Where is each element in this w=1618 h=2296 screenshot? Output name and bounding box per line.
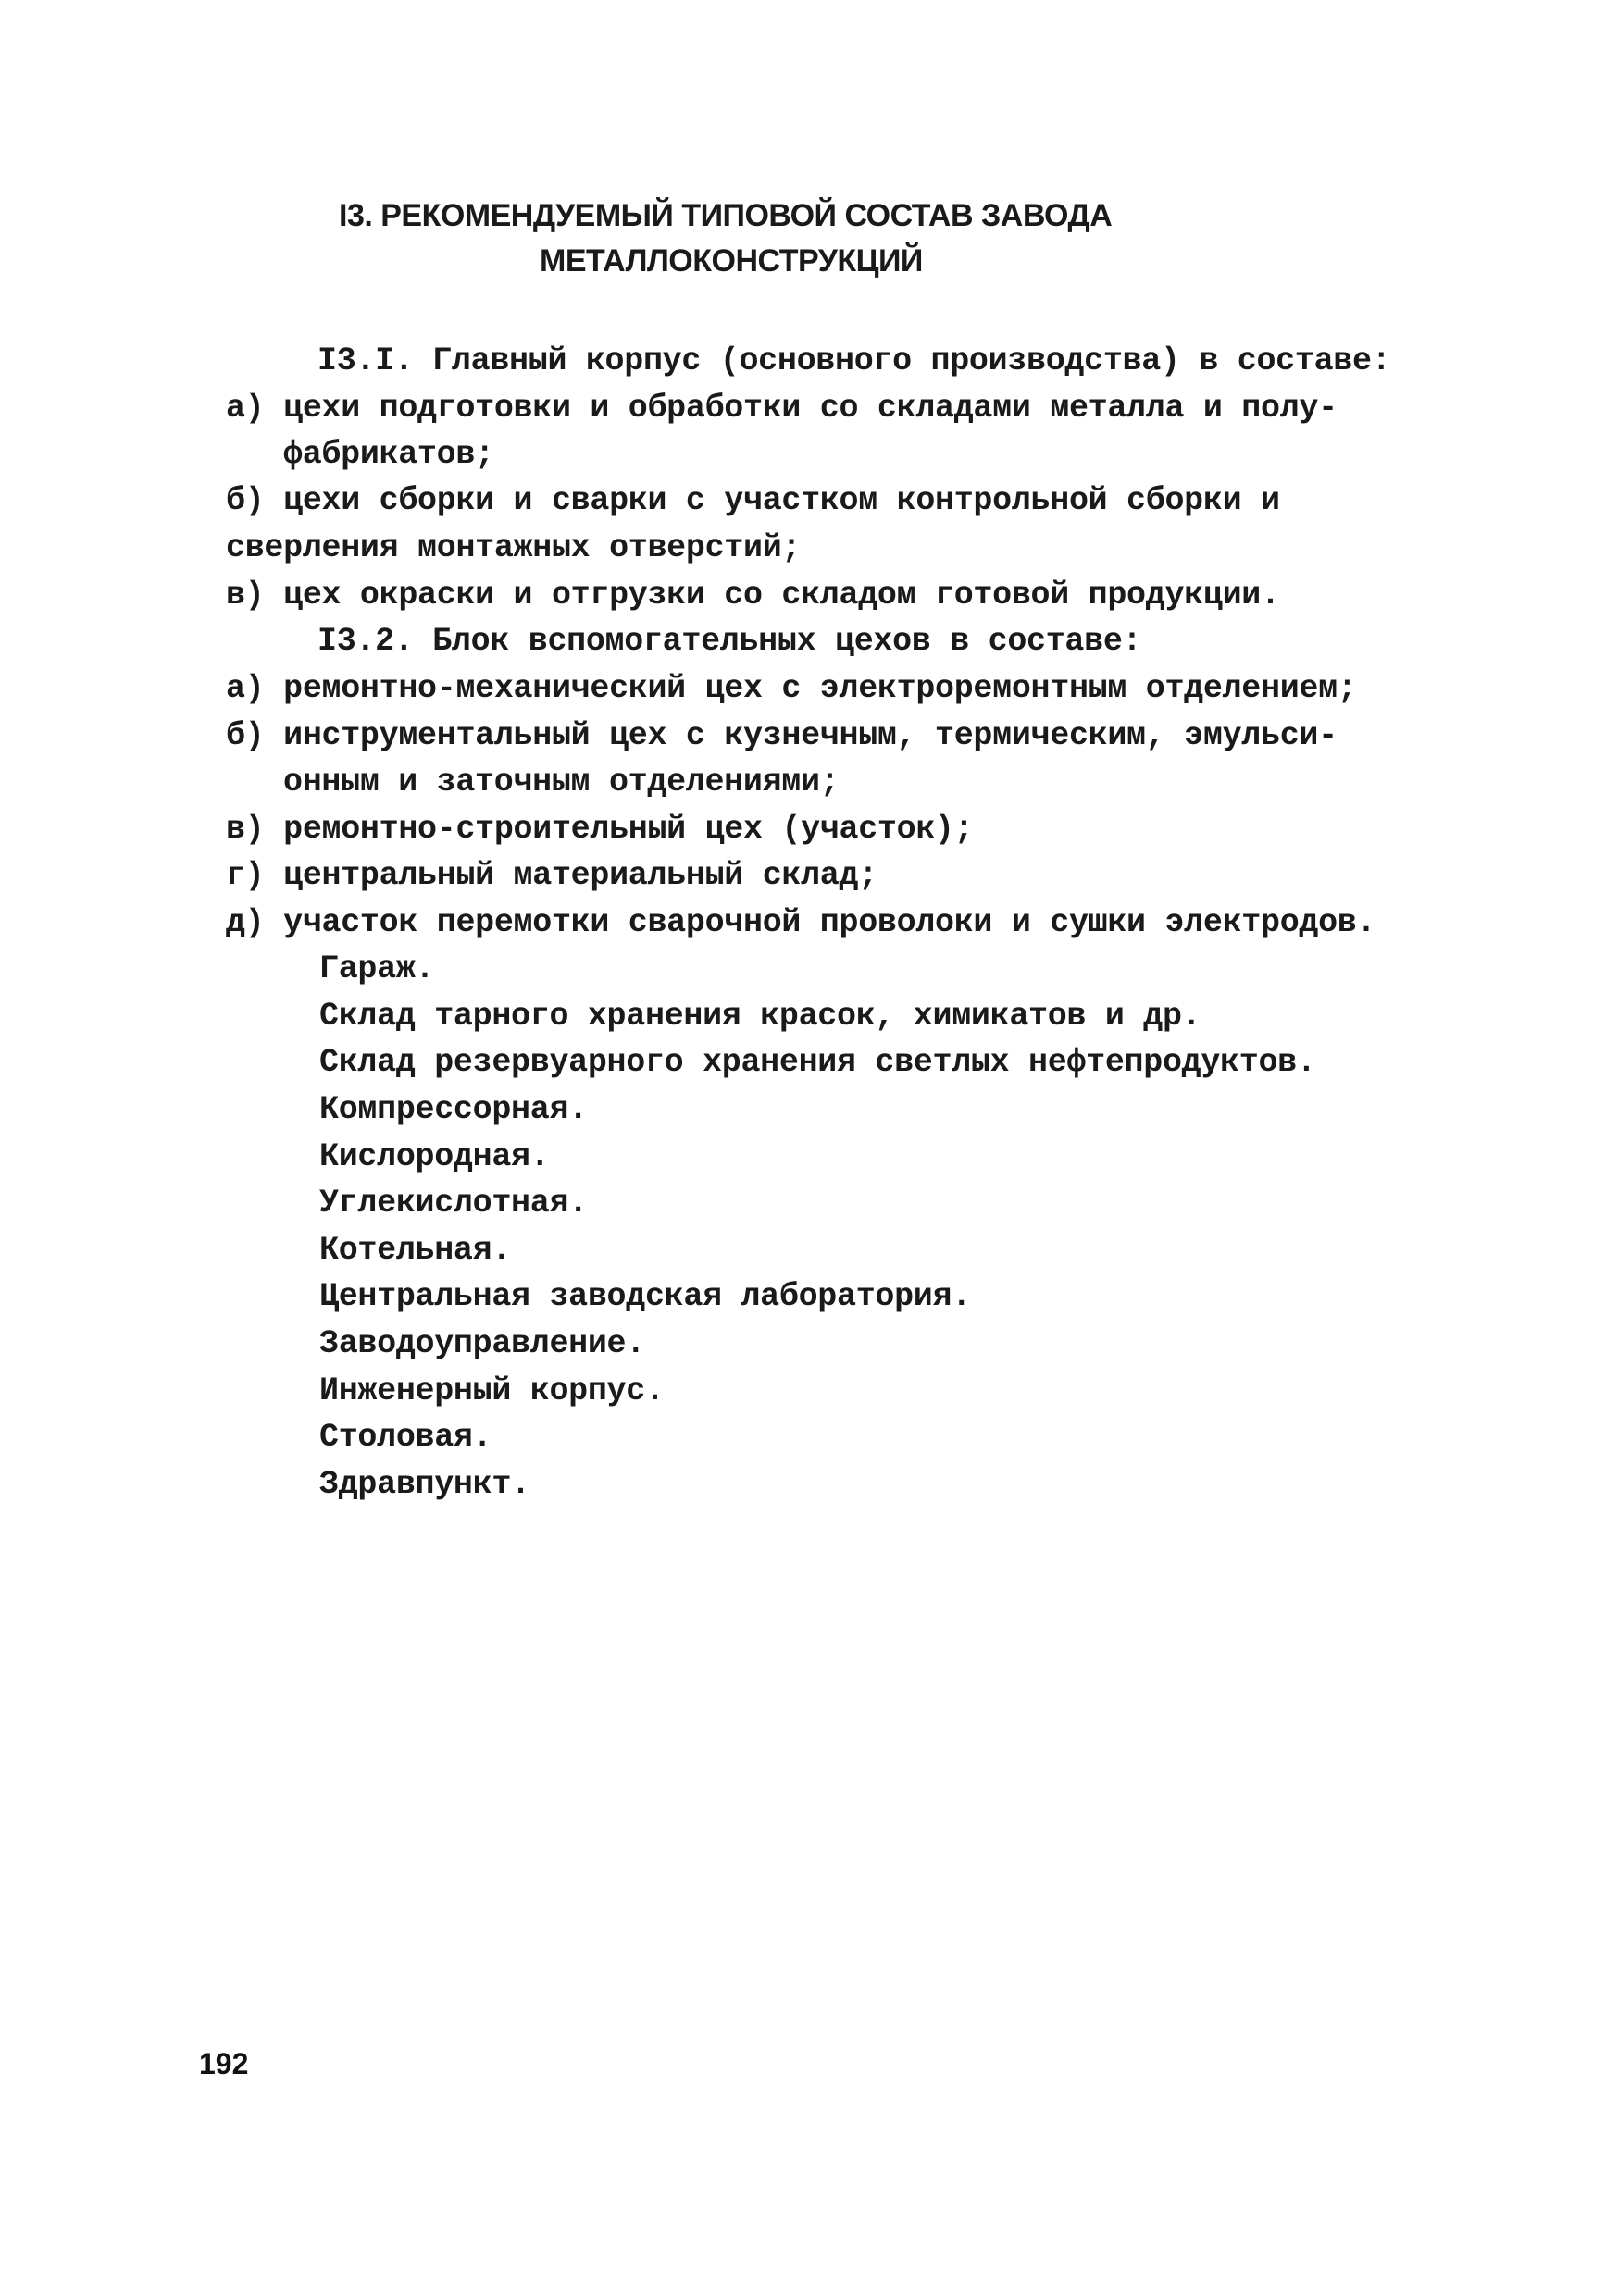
list-item: а) ремонтно-механический цех с электроремонтным отделением;: [226, 670, 1357, 707]
section-heading-line-2: МЕТАЛЛОКОНСТРУКЦИЙ: [540, 243, 923, 279]
list-item: а) цехи подготовки и обработки со складами металла и полу-: [226, 390, 1338, 427]
list-item: в) цех окраски и отгрузки со складом готовой продукции.: [226, 577, 1280, 614]
list-item: б) цехи сборки и сварки с участком контрольной сборки и: [226, 482, 1280, 519]
page-number: 192: [199, 2047, 249, 2080]
section-2-intro: I3.2. Блок вспомогательных цехов в составе:: [317, 623, 1142, 660]
list-item: онным и заточным отделениями;: [283, 763, 840, 800]
facility-item: Компрессорная.: [319, 1091, 588, 1128]
facility-item: Здравпункт.: [319, 1466, 530, 1503]
facility-item: Гараж.: [319, 950, 435, 987]
section-1-intro: I3.I. Главный корпус (основного производства) в составе:: [317, 342, 1391, 379]
facility-item: Заводоуправление.: [319, 1325, 645, 1362]
facility-item: Склад тарного хранения красок, химикатов и др.: [319, 998, 1201, 1035]
facility-item: Инженерный корпус.: [319, 1372, 665, 1409]
facility-item: Центральная заводская лаборатория.: [319, 1278, 971, 1315]
section-heading-line-1: I3. РЕКОМЕНДУЕМЫЙ ТИПОВОЙ СОСТАВ ЗАВОДА: [339, 198, 1113, 233]
facility-item: Котельная.: [319, 1232, 512, 1269]
facility-item: Склад резервуарного хранения светлых нефтепродуктов.: [319, 1044, 1316, 1081]
list-item: фабрикатов;: [283, 436, 494, 473]
facility-item: Кислородная.: [319, 1138, 550, 1175]
list-item: в) ремонтно-строительный цех (участок);: [226, 811, 974, 848]
list-item: д) участок перемотки сварочной проволоки и сушки электродов.: [226, 904, 1376, 941]
list-item: б) инструментальный цех с кузнечным, термическим, эмульси-: [226, 717, 1338, 754]
list-item: сверления монтажных отверстий;: [226, 529, 802, 566]
facility-item: Углекислотная.: [319, 1185, 588, 1222]
list-item: г) центральный материальный склад;: [226, 857, 877, 894]
facility-item: Столовая.: [319, 1419, 492, 1456]
